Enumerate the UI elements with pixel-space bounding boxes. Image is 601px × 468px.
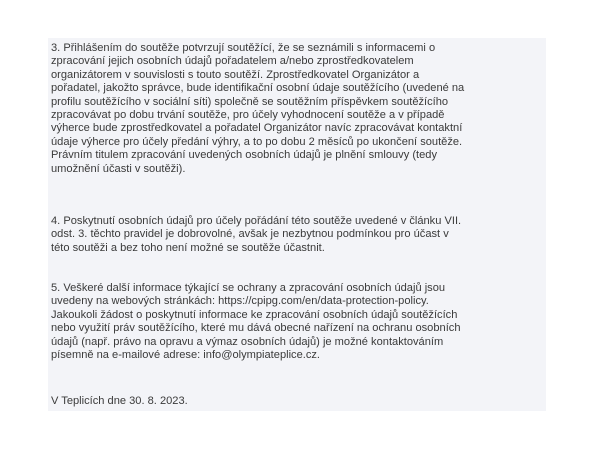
- paragraph-line: 4. Poskytnutí osobních údajů pro účely pořádání této soutěže uvedené v článku VII.: [51, 215, 462, 227]
- paragraph-line: Právním titulem zpracování uvedených osobních údajů je plnění smlouvy (tedy: [51, 149, 438, 162]
- paragraph-line: odst. 3. těchto pravidel je dobrovolné, avšak je nezbytnou podmínkou pro účast v: [51, 228, 449, 241]
- paragraph-4: [51, 215, 543, 255]
- paragraph-line: pořadatel, jakožto správce, bude identifikační osobní údaje soutěžícího (uvedené na: [51, 82, 465, 95]
- paragraph-line: této soutěži a bez toho není možné se soutěže účastnit.: [51, 241, 325, 254]
- paragraph-line: zpracovávat po dobu trvání soutěže, pro účely vyhodnocení soutěže a v případě: [51, 109, 445, 122]
- paragraph-line: 3. Přihlášením do soutěže potvrzují soutěžící, že se seznámili s informacemi o: [51, 42, 436, 54]
- paragraph-line: nebo využití práv soutěžícího, které mu dává obecné nařízení na ochranu osobních: [51, 322, 461, 335]
- paragraph-line: 5. Veškeré další informace týkající se ochrany a zpracování osobních údajů jsou: [51, 282, 446, 294]
- paragraph-line: organizátorem v souvislosti s touto soutěží. Zprostředkovatel Organizátor a: [51, 68, 420, 81]
- paragraph-line: údajů (např. právo na opravu a výmaz osobních údajů) je možné kontaktováním: [51, 335, 444, 348]
- place-and-date: V Teplicích dne 30. 8. 2023.: [51, 395, 188, 407]
- paragraph-line: uvedeny na webových stránkách: https://cpipg.com/en/data-protection-policy.: [51, 295, 429, 308]
- rules-text-block: [48, 38, 546, 411]
- paragraph-3: [51, 42, 543, 176]
- paragraph-line: výherce bude zprostředkovatel a pořadatel Organizátor navíc zpracovávat kontaktní: [51, 122, 463, 135]
- paragraph-line: písemně na e-mailové adrese: info@olympiateplice.cz.: [51, 349, 321, 362]
- paragraph-5: [51, 282, 543, 362]
- paragraph-line: Jakoukoli žádost o poskytnutí informace ke zpracování osobních údajů soutěžících: [51, 308, 458, 321]
- paragraph-line: údaje výherce pro účely předání výhry, a to po dobu 2 měsíců po ukončení soutěže.: [51, 135, 463, 148]
- paragraph-line: umožnění účasti v soutěži).: [51, 162, 186, 175]
- paragraph-line: zpracování jejich osobních údajů pořadatelem a/nebo zprostředkovatelem: [51, 55, 414, 68]
- paragraph-line: profilu soutěžícího v sociální síti) společně se soutěžním příspěvkem soutěžícího: [51, 95, 449, 108]
